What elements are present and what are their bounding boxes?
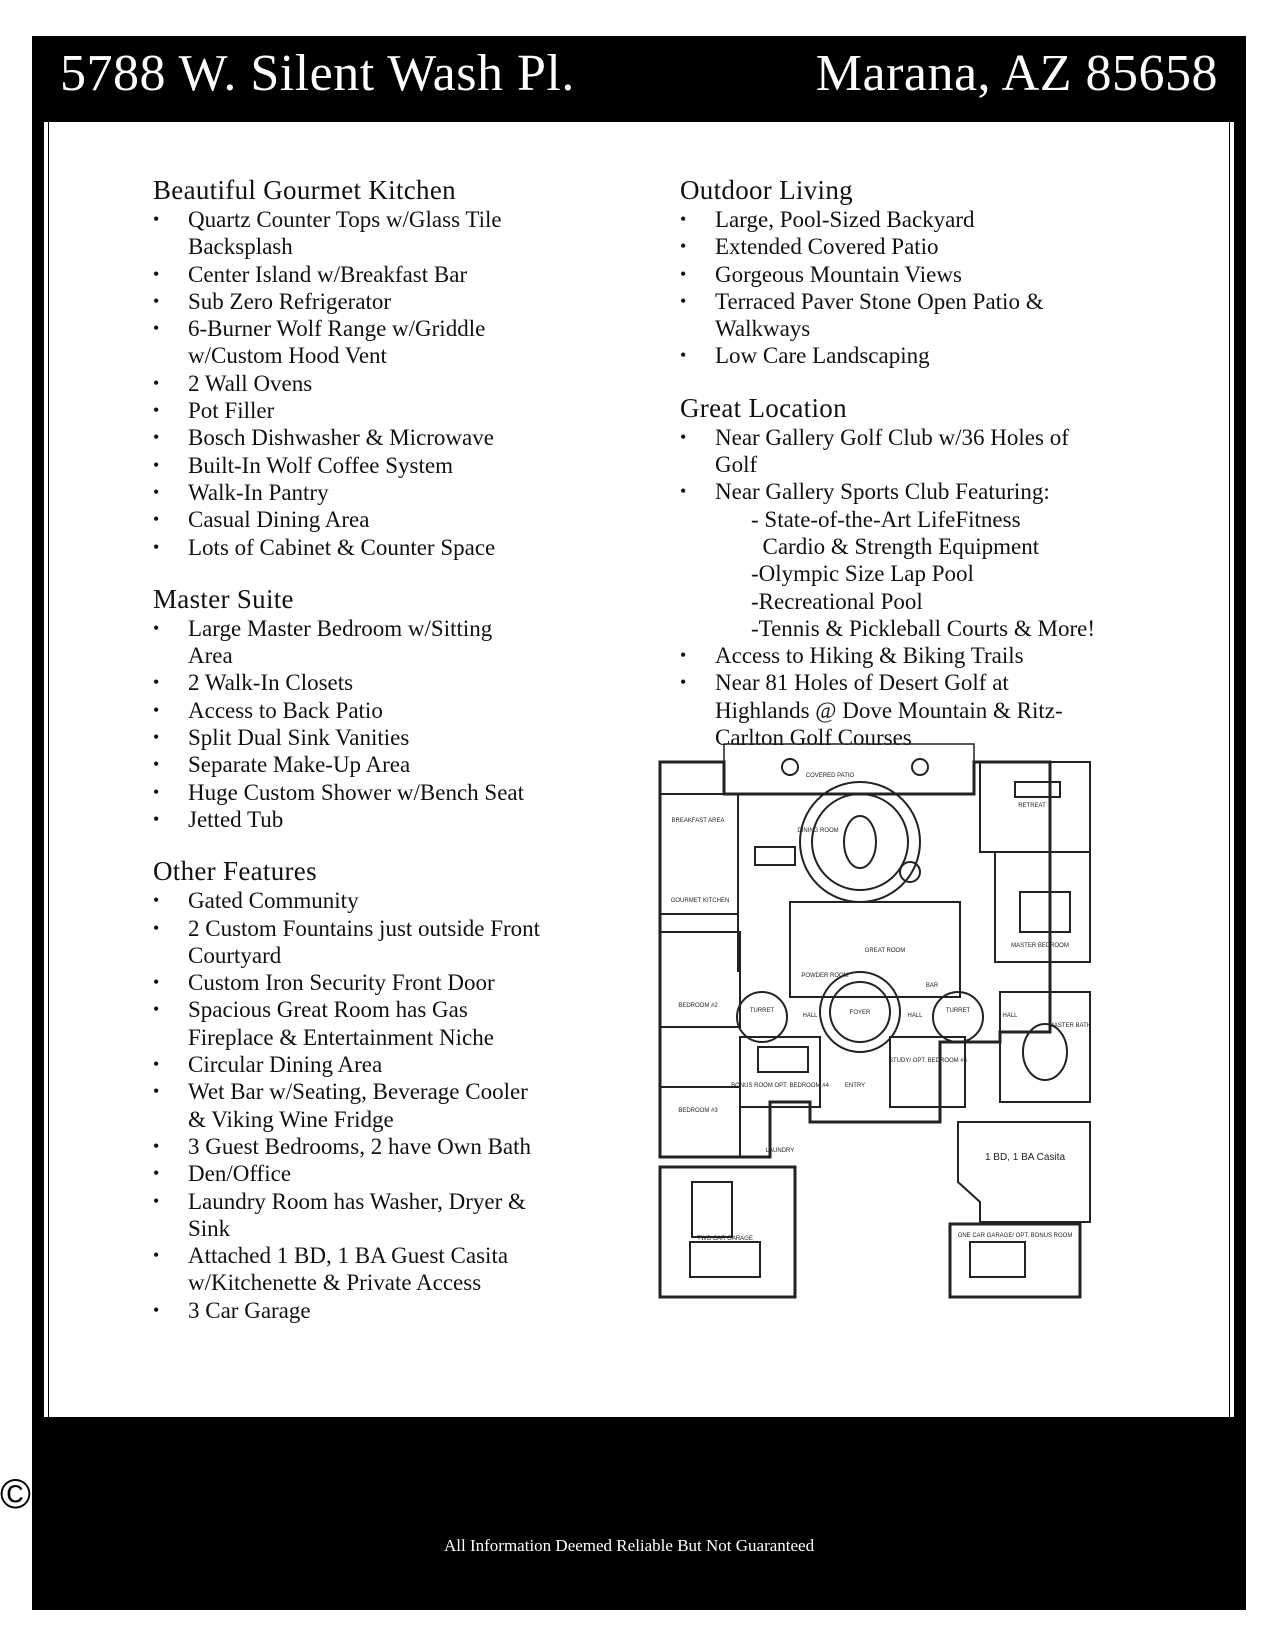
plan-label-turret-left: TURRET — [749, 1008, 775, 1014]
outdoor-list — [680, 206, 1170, 370]
feature-item — [153, 1188, 623, 1243]
feature-line: • 2 Wall Ovens — [188, 370, 313, 396]
feature-item — [153, 479, 623, 506]
feature-line: • Near Gallery Golf Club w/36 Holes of — [715, 424, 1069, 450]
feature-item — [153, 669, 623, 696]
plan-label-casita: 1 BD, 1 BA Casita — [984, 1152, 1066, 1163]
feature-line: & Viking Wine Fridge — [188, 1106, 394, 1132]
feature-item — [153, 1078, 623, 1133]
section-title-kitchen: Beautiful Gourmet Kitchen — [153, 175, 456, 205]
copyright-text: ©2023 MLSSAZ — [0, 1470, 305, 1517]
plan-label-study: STUDY/ OPT. BEDROOM #5 — [888, 1058, 968, 1064]
plan-label-hall-mid: HALL — [907, 1013, 923, 1019]
feature-item — [153, 915, 623, 970]
plan-label-bonus: BONUS ROOM OPT. BEDROOM #4 — [731, 1083, 829, 1089]
feature-line: Carlton Golf Courses — [715, 725, 912, 751]
other-features-list — [153, 887, 623, 1324]
plan-label-turret-right: TURRET — [945, 1008, 971, 1014]
feature-line: Walkways — [715, 316, 811, 342]
feature-line: • Gorgeous Mountain Views — [715, 261, 962, 287]
flyer-sheet — [32, 36, 1246, 1610]
feature-line: • Spacious Great Room has Gas — [188, 997, 468, 1023]
feature-item — [153, 534, 623, 561]
feature-line: • Jetted Tub — [188, 806, 284, 832]
plan-label-retreat: RETREAT — [1018, 803, 1046, 809]
plan-label-bedroom3: BEDROOM #3 — [678, 1108, 718, 1114]
feature-line: Sink — [188, 1215, 231, 1241]
feature-line: • Separate Make-Up Area — [188, 752, 411, 778]
feature-item — [680, 478, 1170, 505]
feature-item — [680, 424, 1170, 479]
copyright-watermark — [0, 1470, 330, 1526]
feature-line: • Large Master Bedroom w/Sitting — [188, 615, 493, 641]
feature-line: • Large, Pool-Sized Backyard — [715, 207, 975, 232]
feature-item — [153, 697, 623, 724]
feature-item — [680, 206, 1170, 233]
plan-label-dining: DINING ROOM — [797, 828, 839, 834]
section-title-other: Other Features — [153, 856, 317, 887]
plan-label-bar: BAR — [925, 983, 939, 989]
feature-line: Area — [188, 643, 233, 669]
feature-item — [153, 1242, 623, 1297]
sub-feature-line: -Recreational Pool — [751, 588, 923, 614]
property-address: 5788 W. Silent Wash Pl. — [60, 45, 575, 102]
feature-line: w/Custom Hood Vent — [188, 343, 387, 369]
sub-feature-line: -Tennis & Pickleball Courts & More! — [751, 615, 1095, 641]
feature-item — [153, 615, 623, 670]
feature-line: • Gated Community — [188, 888, 359, 914]
feature-item — [153, 452, 623, 479]
feature-line: • Quartz Counter Tops w/Glass Tile — [188, 207, 502, 232]
feature-line: Backsplash — [188, 234, 293, 260]
feature-line: • Terraced Paver Stone Open Patio & — [715, 288, 1044, 314]
feature-item — [153, 887, 623, 914]
feature-item — [153, 397, 623, 424]
feature-item — [153, 1160, 623, 1187]
feature-line: • Walk-In Pantry — [188, 479, 329, 505]
feature-line: Courtyard — [188, 942, 282, 968]
floor-plan — [640, 742, 1170, 1302]
feature-item — [153, 261, 623, 288]
feature-line: • Extended Covered Patio — [715, 234, 939, 260]
section-title-outdoor: Outdoor Living — [680, 175, 853, 205]
feature-line: • Attached 1 BD, 1 BA Guest Casita — [188, 1243, 509, 1269]
feature-line: • Casual Dining Area — [188, 507, 370, 533]
location-list-a — [680, 424, 1170, 506]
plan-label-master-bath: MASTER BATH — [1048, 1023, 1092, 1029]
location-list-b — [680, 642, 1170, 751]
feature-item — [153, 806, 623, 833]
feature-line: • Den/Office — [188, 1161, 292, 1187]
feature-item — [153, 424, 623, 451]
feature-item — [153, 751, 623, 778]
feature-item — [153, 996, 623, 1051]
feature-item — [680, 288, 1170, 343]
plan-label-hall-right: HALL — [1002, 1013, 1018, 1019]
feature-line: • Access to Back Patio — [188, 697, 383, 723]
feature-item — [153, 1133, 623, 1160]
plan-label-covered-patio: COVERED PATIO — [805, 773, 855, 779]
feature-item — [680, 342, 1170, 369]
feature-line: • Low Care Landscaping — [715, 343, 930, 369]
feature-line: • 3 Guest Bedrooms, 2 have Own Bath — [188, 1133, 532, 1159]
sub-feature-line: -Olympic Size Lap Pool — [751, 561, 974, 587]
feature-item — [153, 779, 623, 806]
feature-line: • Center Island w/Breakfast Bar — [188, 261, 468, 287]
feature-line: • Huge Custom Shower w/Bench Seat — [188, 779, 525, 805]
feature-item — [153, 506, 623, 533]
feature-line: • Built-In Wolf Coffee System — [188, 452, 453, 478]
section-title-location: Great Location — [680, 392, 847, 423]
feature-item — [153, 969, 623, 996]
plan-label-bedroom2: BEDROOM #2 — [678, 1003, 718, 1009]
section-title-master: Master Suite — [153, 583, 294, 614]
feature-item — [153, 724, 623, 751]
feature-item — [153, 370, 623, 397]
feature-line: Golf — [715, 452, 758, 478]
feature-line: • 3 Car Garage — [188, 1297, 311, 1323]
right-column — [680, 174, 1170, 773]
feature-line: • Bosch Dishwasher & Microwave — [188, 425, 494, 451]
content-panel — [42, 122, 1236, 1417]
plan-label-master-bed: MASTER BEDROOM — [1011, 943, 1069, 949]
master-list — [153, 615, 623, 833]
plan-label-one-car: ONE CAR GARAGE/ OPT. BONUS ROOM — [957, 1233, 1073, 1239]
feature-item — [153, 1051, 623, 1078]
feature-line: w/Kitchenette & Private Access — [188, 1270, 482, 1296]
feature-item — [153, 315, 623, 370]
feature-line: • Laundry Room has Washer, Dryer & — [188, 1188, 526, 1214]
left-column — [153, 174, 623, 1346]
kitchen-list — [153, 206, 623, 561]
feature-line: • Near Gallery Sports Club Featuring: — [715, 479, 1050, 505]
plan-label-hall-left: HALL — [802, 1013, 818, 1019]
feature-line: • Lots of Cabinet & Counter Space — [188, 534, 496, 560]
feature-line: Fireplace & Entertainment Niche — [188, 1024, 494, 1050]
plan-label-entry: ENTRY — [844, 1083, 866, 1089]
feature-line: • 6-Burner Wolf Range w/Griddle — [188, 316, 486, 342]
plan-label-breakfast: BREAKFAST AREA — [671, 818, 725, 824]
feature-item — [153, 206, 623, 261]
plan-label-great-room: GREAT ROOM — [864, 948, 906, 954]
feature-item — [680, 233, 1170, 260]
feature-line: • Custom Iron Security Front Door — [188, 970, 495, 996]
plan-label-foyer: FOYER — [849, 1010, 871, 1016]
property-city: Marana, AZ 85658 — [815, 45, 1218, 102]
feature-line: • Split Dual Sink Vanities — [188, 725, 410, 751]
plan-label-kitchen: GOURMET KITCHEN — [670, 898, 730, 904]
feature-line: • 2 Custom Fountains just outside Front — [188, 915, 541, 941]
feature-line: • Sub Zero Refrigerator — [188, 288, 392, 314]
feature-item — [680, 669, 1170, 751]
feature-item — [153, 1297, 623, 1324]
feature-item — [153, 288, 623, 315]
feature-item — [680, 642, 1170, 669]
sub-feature-line: Cardio & Strength Equipment — [751, 533, 1040, 559]
disclaimer-text: All Information Deemed Reliable But Not Guaranteed — [444, 1536, 815, 1555]
plan-label-two-car: TWO CAR GARAGE — [697, 1236, 753, 1242]
feature-line: • Near 81 Holes of Desert Golf at — [715, 670, 1009, 696]
header-bar — [32, 36, 1246, 122]
sports-club-features — [680, 506, 1170, 642]
feature-line: • Wet Bar w/Seating, Beverage Cooler — [188, 1079, 528, 1105]
feature-line: • Pot Filler — [188, 398, 275, 424]
feature-line: Highlands @ Dove Mountain & Ritz- — [715, 697, 1063, 723]
sub-feature-line: - State-of-the-Art LifeFitness — [751, 506, 1021, 532]
plan-label-laundry: LAUNDRY — [765, 1148, 795, 1154]
feature-line: • 2 Walk-In Closets — [188, 670, 354, 696]
plan-label-powder: POWDER ROOM — [801, 973, 849, 979]
feature-line: • Access to Hiking & Biking Trails — [715, 643, 1024, 669]
feature-line: • Circular Dining Area — [188, 1052, 383, 1078]
feature-item — [680, 261, 1170, 288]
